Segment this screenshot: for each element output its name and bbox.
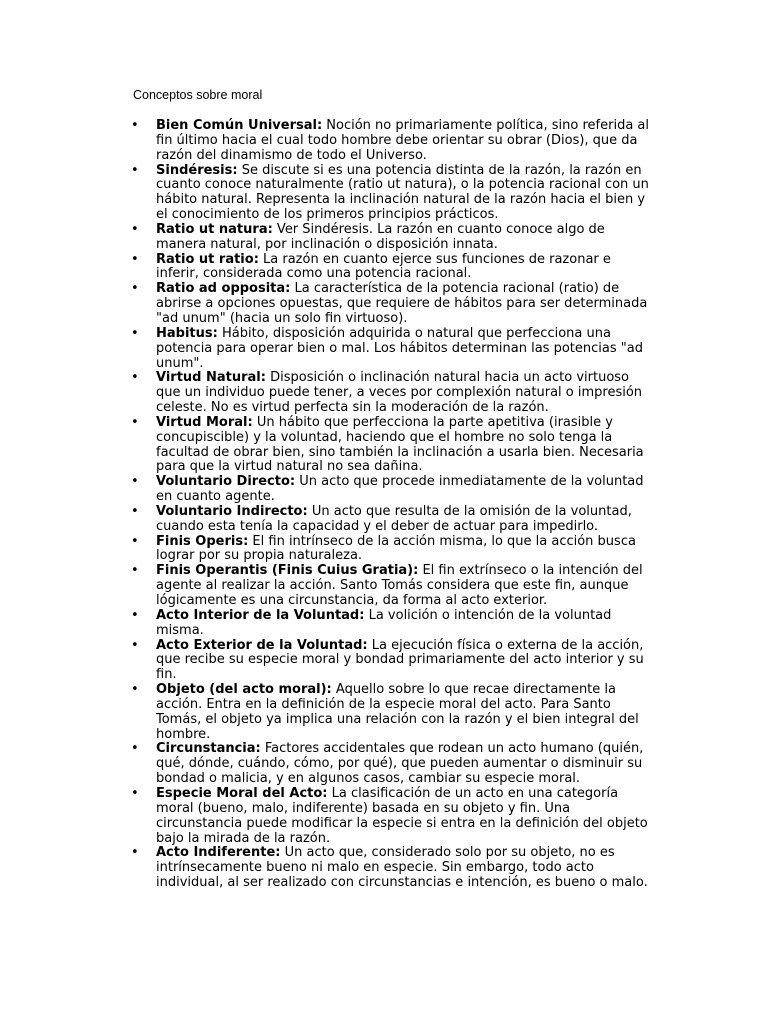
bullet-icon: • [131,533,139,549]
bullet-icon: • [131,370,139,386]
list-item [0,742,656,787]
term-name: Bien Común Universal: [156,118,323,133]
term-definition: Un acto que, considerado solo por su objeto, no es intrínsecamente bueno ni malo en especie. Sin embargo, todo acto individual, al ser realizado con circunstancias e intención, es bueno o malo. [156,845,648,891]
bullet-icon: • [131,637,139,653]
term-definition: Hábito, disposición adquirida o natural que perfecciona una potencia para operar bien o mal. Los hábitos determinan las potencias "ad unum". [156,325,643,371]
bullet-icon: • [131,162,139,178]
term-definition: La ejecución física o externa de la acción, que recibe su especie moral y bondad primariamente del acto interior y su fin. [156,637,644,683]
bullet-icon: • [131,607,139,623]
term-definition: El fin intrínseco de la acción misma, lo que la acción busca lograr por su propia naturaleza. [156,533,636,564]
term-definition: El fin extrínseco o la intención del agente al realizar la acción. Santo Tomás considera que este fin, aunque lógicamente es una circunstancia, da forma al acto exterior. [156,563,643,608]
term-definition: Aquello sobre lo que recae directamente la acción. Entra en la definición de la especie moral del acto. Para Santo Tomás, el objeto ya implica una relación con la razón y el bien integral del hombre. [156,682,639,742]
list-item [0,535,656,565]
bullet-icon: • [131,845,139,861]
term-definition: Disposición o inclinación natural hacia un acto virtuoso que un individuo puede tener, a veces por complexión natural o impresión celeste. No es virtud perfecta sin la moderación de la razón. [156,370,643,416]
term-name: Objeto (del acto moral): [156,682,332,698]
list-item [0,223,656,253]
list-item [0,475,656,505]
bullet-icon: • [131,251,139,267]
term-name: Ratio ut natura: [156,221,273,237]
term-list [0,119,768,891]
list-item [0,416,656,475]
bullet-icon: • [131,474,139,490]
term-name: Habitus: [156,325,218,341]
list-item [0,787,656,846]
term-name: Acto Indiferente: [156,845,281,861]
bullet-icon: • [131,414,139,430]
bullet-icon: • [131,118,139,133]
list-item [0,282,656,327]
term-definition: Se discute si es una potencia distinta de la razón, la razón en cuanto conoce naturalmente (ratio ut natura), o la potencia racional con un hábito natural. Representa la inclinación natural de la razón hacia el bien y el conocimiento de los primeros principios prácticos. [156,162,649,223]
term-definition: Un hábito que perfecciona la parte apetitiva (irasible y concupiscible) y la voluntad, haciendo que el hombre no solo tenga la facultad de obrar bien, sino también la inclinación a usarla bien. Necesaria para que la virtud natural no sea dañina. [156,414,644,475]
term-name: Voluntario Indirecto: [156,503,308,519]
term-name: Sindéresis: [156,162,238,178]
term-name: Acto Interior de la Voluntad: [156,607,365,623]
bullet-icon: • [131,563,139,579]
list-item [0,164,656,223]
list-item [0,505,656,535]
term-definition: La característica de la potencia racional (ratio) de abrirse a opciones opuestas, que requiere de hábitos para ser determinada "ad unum" (hacia un solo fin virtuoso). [156,281,648,326]
list-item [0,119,656,164]
term-name: Virtud Moral: [156,414,253,430]
term-name: Finis Operis: [156,533,249,549]
term-definition: La volición o intención de la voluntad misma. [156,607,612,638]
term-name: Ratio ad opposita: [156,281,291,297]
bullet-icon: • [131,281,139,297]
term-definition: Un acto que procede inmediatamente de la voluntad en cuanto agente. [156,474,644,505]
bullet-icon: • [131,785,139,801]
term-name: Voluntario Directo: [156,474,296,490]
term-definition: Un acto que resulta de la omisión de la voluntad, cuando esta tenía la capacidad y el deber de actuar para impedirlo. [156,503,632,534]
list-item [0,846,656,891]
term-definition: Factores accidentales que rodean un acto humano (quién, qué, dónde, cuándo, cómo, por qué), que pueden aumentar o disminuir su bondad o malicia, y en algunos casos, cambiar su especie moral. [156,741,644,787]
bullet-icon: • [131,221,139,237]
term-definition: Noción no primariamente política, sino referida al fin último hacia el cual todo hombre debe orientar su obrar (Dios), que da razón del dinamismo de todo el Universo. [156,118,650,163]
bullet-icon: • [131,503,139,519]
bullet-icon: • [131,741,139,757]
bullet-icon: • [131,682,139,698]
list-item [0,253,656,283]
list-item [0,564,656,609]
list-item [0,371,656,416]
list-item [0,609,656,639]
document-title: Conceptos sobre moral [133,88,263,102]
term-name: Circunstancia: [156,741,261,757]
list-item [0,327,656,372]
list-item [0,683,656,742]
term-definition: Ver Sindéresis. La razón en cuanto conoce algo de manera natural, por inclinación o disposición innata. [156,221,605,252]
term-name: Acto Exterior de la Voluntad: [156,637,368,653]
term-name: Finis Operantis (Finis Cuius Gratia): [156,563,419,579]
list-item [0,639,656,684]
term-name: Virtud Natural: [156,370,266,386]
term-name: Especie Moral del Acto: [156,785,328,801]
term-definition: La clasificación de un acto en una categoría moral (bueno, malo, indiferente) basada en su objeto y fin. Una circunstancia puede modificar la especie si entra en la definición del objeto bajo la mirada de la razón. [156,785,648,846]
bullet-icon: • [131,325,139,341]
term-definition: La razón en cuanto ejerce sus funciones de razonar e inferir, considerada como una potencia racional. [156,251,611,282]
term-name: Ratio ut ratio: [156,251,259,267]
